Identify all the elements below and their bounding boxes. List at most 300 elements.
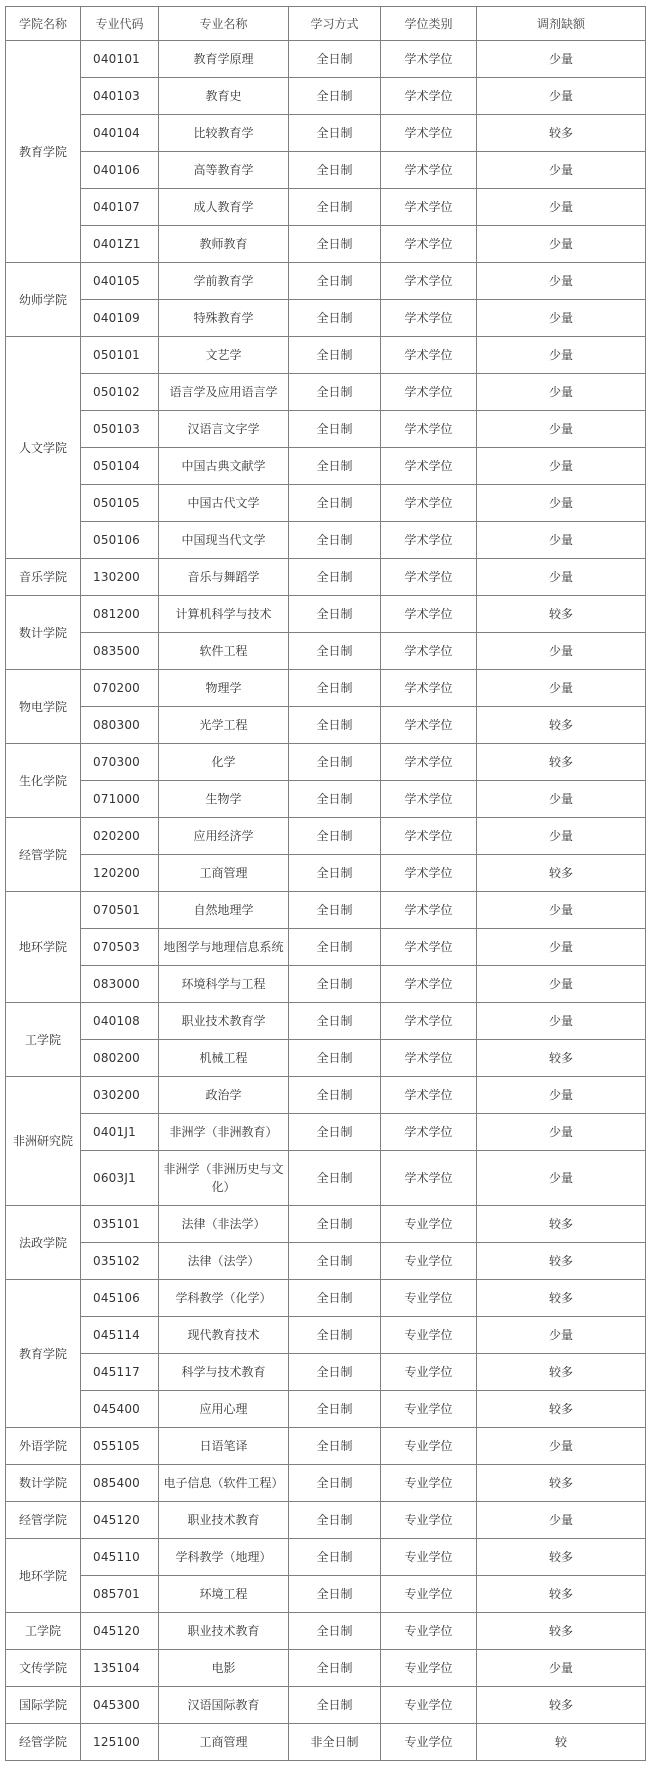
major-name-cell: 汉语言文字学 (159, 411, 289, 448)
major-name-cell: 教师教育 (159, 226, 289, 263)
major-code-cell: 045117 (81, 1354, 159, 1391)
college-name-cell: 外语学院 (6, 1428, 81, 1465)
major-code-cell: 045110 (81, 1539, 159, 1576)
table-row (6, 189, 646, 226)
study-mode-cell: 全日制 (289, 1576, 381, 1613)
vacancy-cell: 少量 (477, 781, 646, 818)
degree-type-cell: 专业学位 (381, 1687, 477, 1724)
major-code-cell: 045120 (81, 1613, 159, 1650)
vacancy-cell: 少量 (477, 1317, 646, 1354)
degree-type-cell: 学术学位 (381, 596, 477, 633)
major-name-cell: 教育学原理 (159, 41, 289, 78)
major-name-cell: 法律（法学） (159, 1243, 289, 1280)
major-name-cell: 化学 (159, 744, 289, 781)
major-name-cell: 应用心理 (159, 1391, 289, 1428)
vacancy-cell: 少量 (477, 374, 646, 411)
header-college: 学院名称 (6, 7, 81, 41)
table-row (6, 966, 646, 1003)
major-name-cell: 软件工程 (159, 633, 289, 670)
major-code-cell: 045400 (81, 1391, 159, 1428)
major-name-cell: 法律（非法学） (159, 1206, 289, 1243)
major-name-cell: 学前教育学 (159, 263, 289, 300)
major-code-cell: 0401Z1 (81, 226, 159, 263)
table-row (6, 1151, 646, 1206)
degree-type-cell: 学术学位 (381, 1151, 477, 1206)
study-mode-cell: 全日制 (289, 1465, 381, 1502)
major-name-cell: 学科教学（地理） (159, 1539, 289, 1576)
table-row (6, 411, 646, 448)
major-name-cell: 中国现当代文学 (159, 522, 289, 559)
vacancy-cell: 较多 (477, 1243, 646, 1280)
degree-type-cell: 学术学位 (381, 41, 477, 78)
vacancy-cell: 少量 (477, 189, 646, 226)
study-mode-cell: 全日制 (289, 818, 381, 855)
vacancy-cell: 较 (477, 1724, 646, 1761)
major-name-cell: 科学与技术教育 (159, 1354, 289, 1391)
vacancy-cell: 少量 (477, 559, 646, 596)
vacancy-cell: 较多 (477, 1576, 646, 1613)
major-code-cell: 045120 (81, 1502, 159, 1539)
major-name-cell: 现代教育技术 (159, 1317, 289, 1354)
study-mode-cell: 全日制 (289, 781, 381, 818)
major-name-cell: 特殊教育学 (159, 300, 289, 337)
vacancy-cell: 少量 (477, 263, 646, 300)
study-mode-cell: 全日制 (289, 263, 381, 300)
header-degree-type: 学位类别 (381, 7, 477, 41)
study-mode-cell: 全日制 (289, 374, 381, 411)
major-name-cell: 生物学 (159, 781, 289, 818)
degree-type-cell: 专业学位 (381, 1317, 477, 1354)
table-row (6, 226, 646, 263)
header-major: 专业名称 (159, 7, 289, 41)
major-name-cell: 成人教育学 (159, 189, 289, 226)
vacancy-cell: 少量 (477, 633, 646, 670)
vacancy-cell: 少量 (477, 78, 646, 115)
table-row (6, 152, 646, 189)
study-mode-cell: 全日制 (289, 78, 381, 115)
degree-type-cell: 学术学位 (381, 966, 477, 1003)
vacancy-cell: 少量 (477, 670, 646, 707)
vacancy-cell: 较多 (477, 1687, 646, 1724)
study-mode-cell: 全日制 (289, 1650, 381, 1687)
major-code-cell: 040109 (81, 300, 159, 337)
major-code-cell: 070200 (81, 670, 159, 707)
study-mode-cell: 全日制 (289, 152, 381, 189)
degree-type-cell: 学术学位 (381, 1077, 477, 1114)
degree-type-cell: 学术学位 (381, 226, 477, 263)
major-name-cell: 中国古代文学 (159, 485, 289, 522)
major-name-cell: 计算机科学与技术 (159, 596, 289, 633)
vacancy-cell: 较多 (477, 1465, 646, 1502)
header-vacancy: 调剂缺额 (477, 7, 646, 41)
table-row (6, 596, 646, 633)
vacancy-cell: 少量 (477, 892, 646, 929)
study-mode-cell: 全日制 (289, 1317, 381, 1354)
major-code-cell: 120200 (81, 855, 159, 892)
vacancy-cell: 较多 (477, 1391, 646, 1428)
degree-type-cell: 专业学位 (381, 1613, 477, 1650)
table-row (6, 374, 646, 411)
major-code-cell: 040101 (81, 41, 159, 78)
major-code-cell: 035101 (81, 1206, 159, 1243)
vacancy-cell: 少量 (477, 522, 646, 559)
table-row (6, 78, 646, 115)
vacancy-cell: 较多 (477, 115, 646, 152)
degree-type-cell: 专业学位 (381, 1539, 477, 1576)
major-name-cell: 物理学 (159, 670, 289, 707)
major-code-cell: 085701 (81, 1576, 159, 1613)
major-code-cell: 040106 (81, 152, 159, 189)
vacancy-cell: 少量 (477, 337, 646, 374)
degree-type-cell: 学术学位 (381, 1003, 477, 1040)
major-code-cell: 045114 (81, 1317, 159, 1354)
degree-type-cell: 专业学位 (381, 1724, 477, 1761)
study-mode-cell: 全日制 (289, 1003, 381, 1040)
vacancy-cell: 少量 (477, 1114, 646, 1151)
major-name-cell: 自然地理学 (159, 892, 289, 929)
major-code-cell: 040103 (81, 78, 159, 115)
study-mode-cell: 全日制 (289, 1428, 381, 1465)
degree-type-cell: 学术学位 (381, 892, 477, 929)
major-name-cell: 环境科学与工程 (159, 966, 289, 1003)
vacancy-cell: 较多 (477, 855, 646, 892)
vacancy-cell: 较多 (477, 1354, 646, 1391)
study-mode-cell: 全日制 (289, 485, 381, 522)
study-mode-cell: 全日制 (289, 115, 381, 152)
header-study-mode: 学习方式 (289, 7, 381, 41)
vacancy-cell: 少量 (477, 448, 646, 485)
table-row (6, 1576, 646, 1613)
vacancy-cell: 较多 (477, 1539, 646, 1576)
major-code-cell: 040105 (81, 263, 159, 300)
major-code-cell: 040108 (81, 1003, 159, 1040)
degree-type-cell: 学术学位 (381, 78, 477, 115)
major-code-cell: 080300 (81, 707, 159, 744)
major-name-cell: 教育史 (159, 78, 289, 115)
degree-type-cell: 学术学位 (381, 1040, 477, 1077)
degree-type-cell: 学术学位 (381, 189, 477, 226)
table-row (6, 300, 646, 337)
degree-type-cell: 专业学位 (381, 1243, 477, 1280)
degree-type-cell: 专业学位 (381, 1206, 477, 1243)
major-code-cell: 081200 (81, 596, 159, 633)
study-mode-cell: 全日制 (289, 596, 381, 633)
major-name-cell: 电影 (159, 1650, 289, 1687)
degree-type-cell: 学术学位 (381, 818, 477, 855)
table-row (6, 781, 646, 818)
major-name-cell: 学科教学（化学） (159, 1280, 289, 1317)
degree-type-cell: 专业学位 (381, 1391, 477, 1428)
degree-type-cell: 学术学位 (381, 522, 477, 559)
study-mode-cell: 全日制 (289, 1280, 381, 1317)
major-code-cell: 085400 (81, 1465, 159, 1502)
study-mode-cell: 全日制 (289, 966, 381, 1003)
study-mode-cell: 全日制 (289, 189, 381, 226)
college-name-cell: 工学院 (6, 1003, 81, 1077)
college-name-cell: 地环学院 (6, 892, 81, 1003)
vacancy-cell: 少量 (477, 818, 646, 855)
vacancy-cell: 少量 (477, 1650, 646, 1687)
vacancy-cell: 少量 (477, 966, 646, 1003)
table-row (6, 1391, 646, 1428)
major-name-cell: 工商管理 (159, 855, 289, 892)
college-name-cell: 法政学院 (6, 1206, 81, 1280)
major-name-cell: 中国古典文献学 (159, 448, 289, 485)
vacancy-cell: 少量 (477, 152, 646, 189)
table-row (6, 1428, 646, 1465)
major-code-cell: 055105 (81, 1428, 159, 1465)
major-code-cell: 083500 (81, 633, 159, 670)
major-code-cell: 050105 (81, 485, 159, 522)
major-code-cell: 040107 (81, 189, 159, 226)
major-name-cell: 电子信息（软件工程） (159, 1465, 289, 1502)
college-name-cell: 物电学院 (6, 670, 81, 744)
major-code-cell: 0603J1 (81, 1151, 159, 1206)
degree-type-cell: 学术学位 (381, 115, 477, 152)
degree-type-cell: 学术学位 (381, 781, 477, 818)
degree-type-cell: 学术学位 (381, 744, 477, 781)
study-mode-cell: 全日制 (289, 1613, 381, 1650)
college-name-cell: 国际学院 (6, 1687, 81, 1724)
study-mode-cell: 全日制 (289, 1354, 381, 1391)
header-row (6, 7, 646, 41)
degree-type-cell: 学术学位 (381, 670, 477, 707)
table-row (6, 1539, 646, 1576)
table-row (6, 707, 646, 744)
degree-type-cell: 专业学位 (381, 1280, 477, 1317)
college-name-cell: 数计学院 (6, 1465, 81, 1502)
study-mode-cell: 全日制 (289, 1114, 381, 1151)
table-row (6, 1243, 646, 1280)
vacancy-cell: 较多 (477, 596, 646, 633)
table-row (6, 1465, 646, 1502)
major-code-cell: 125100 (81, 1724, 159, 1761)
table-row (6, 1317, 646, 1354)
major-name-cell: 非洲学（非洲教育） (159, 1114, 289, 1151)
study-mode-cell: 非全日制 (289, 1724, 381, 1761)
major-name-cell: 工商管理 (159, 1724, 289, 1761)
degree-type-cell: 学术学位 (381, 411, 477, 448)
study-mode-cell: 全日制 (289, 1687, 381, 1724)
table-row (6, 1687, 646, 1724)
degree-type-cell: 学术学位 (381, 929, 477, 966)
study-mode-cell: 全日制 (289, 707, 381, 744)
vacancy-cell: 少量 (477, 485, 646, 522)
table-row (6, 1354, 646, 1391)
vacancy-cell: 少量 (477, 1151, 646, 1206)
study-mode-cell: 全日制 (289, 300, 381, 337)
table-row (6, 1502, 646, 1539)
study-mode-cell: 全日制 (289, 448, 381, 485)
vacancy-cell: 少量 (477, 1077, 646, 1114)
college-name-cell: 非洲研究院 (6, 1077, 81, 1206)
table-row (6, 41, 646, 78)
table-row (6, 115, 646, 152)
college-name-cell: 幼师学院 (6, 263, 81, 337)
table-row (6, 892, 646, 929)
college-name-cell: 经管学院 (6, 818, 81, 892)
study-mode-cell: 全日制 (289, 1151, 381, 1206)
vacancy-cell: 少量 (477, 41, 646, 78)
study-mode-cell: 全日制 (289, 1391, 381, 1428)
degree-type-cell: 学术学位 (381, 374, 477, 411)
table-row (6, 485, 646, 522)
major-code-cell: 050102 (81, 374, 159, 411)
degree-type-cell: 学术学位 (381, 485, 477, 522)
degree-type-cell: 学术学位 (381, 300, 477, 337)
major-code-cell: 050101 (81, 337, 159, 374)
vacancy-cell: 较多 (477, 1206, 646, 1243)
major-code-cell: 050104 (81, 448, 159, 485)
study-mode-cell: 全日制 (289, 226, 381, 263)
adjustment-table (5, 6, 646, 1761)
degree-type-cell: 学术学位 (381, 633, 477, 670)
major-name-cell: 日语笔译 (159, 1428, 289, 1465)
table-row (6, 744, 646, 781)
major-name-cell: 音乐与舞蹈学 (159, 559, 289, 596)
study-mode-cell: 全日制 (289, 1206, 381, 1243)
vacancy-cell: 少量 (477, 929, 646, 966)
major-name-cell: 比较教育学 (159, 115, 289, 152)
major-name-cell: 职业技术教育 (159, 1613, 289, 1650)
vacancy-cell: 较多 (477, 744, 646, 781)
college-name-cell: 音乐学院 (6, 559, 81, 596)
college-name-cell: 经管学院 (6, 1502, 81, 1539)
major-name-cell: 环境工程 (159, 1576, 289, 1613)
study-mode-cell: 全日制 (289, 1077, 381, 1114)
degree-type-cell: 学术学位 (381, 263, 477, 300)
table-row (6, 1114, 646, 1151)
major-code-cell: 045106 (81, 1280, 159, 1317)
study-mode-cell: 全日制 (289, 1502, 381, 1539)
major-code-cell: 135104 (81, 1650, 159, 1687)
degree-type-cell: 学术学位 (381, 152, 477, 189)
degree-type-cell: 专业学位 (381, 1428, 477, 1465)
major-code-cell: 040104 (81, 115, 159, 152)
college-name-cell: 地环学院 (6, 1539, 81, 1613)
major-name-cell: 政治学 (159, 1077, 289, 1114)
degree-type-cell: 专业学位 (381, 1354, 477, 1391)
vacancy-cell: 少量 (477, 1502, 646, 1539)
table-row (6, 559, 646, 596)
study-mode-cell: 全日制 (289, 633, 381, 670)
major-code-cell: 045300 (81, 1687, 159, 1724)
vacancy-cell: 少量 (477, 411, 646, 448)
college-name-cell: 经管学院 (6, 1724, 81, 1761)
degree-type-cell: 专业学位 (381, 1576, 477, 1613)
header-code: 专业代码 (81, 7, 159, 41)
college-name-cell: 生化学院 (6, 744, 81, 818)
vacancy-cell: 少量 (477, 226, 646, 263)
table-row (6, 263, 646, 300)
table-row (6, 1613, 646, 1650)
major-code-cell: 070503 (81, 929, 159, 966)
major-code-cell: 035102 (81, 1243, 159, 1280)
table-row (6, 522, 646, 559)
major-name-cell: 应用经济学 (159, 818, 289, 855)
study-mode-cell: 全日制 (289, 337, 381, 374)
study-mode-cell: 全日制 (289, 744, 381, 781)
study-mode-cell: 全日制 (289, 929, 381, 966)
vacancy-cell: 较多 (477, 1613, 646, 1650)
major-code-cell: 050103 (81, 411, 159, 448)
study-mode-cell: 全日制 (289, 559, 381, 596)
major-name-cell: 光学工程 (159, 707, 289, 744)
college-name-cell: 教育学院 (6, 1280, 81, 1428)
degree-type-cell: 专业学位 (381, 1650, 477, 1687)
degree-type-cell: 专业学位 (381, 1465, 477, 1502)
table-row (6, 633, 646, 670)
table-row (6, 1040, 646, 1077)
college-name-cell: 人文学院 (6, 337, 81, 559)
degree-type-cell: 学术学位 (381, 448, 477, 485)
table-row (6, 1650, 646, 1687)
major-name-cell: 汉语国际教育 (159, 1687, 289, 1724)
table-row (6, 1077, 646, 1114)
major-code-cell: 030200 (81, 1077, 159, 1114)
study-mode-cell: 全日制 (289, 1040, 381, 1077)
major-name-cell: 地图学与地理信息系统 (159, 929, 289, 966)
vacancy-cell: 较多 (477, 1040, 646, 1077)
major-name-cell: 非洲学（非洲历史与文化） (159, 1151, 289, 1206)
table-row (6, 448, 646, 485)
table-row (6, 855, 646, 892)
major-code-cell: 0401J1 (81, 1114, 159, 1151)
major-code-cell: 080200 (81, 1040, 159, 1077)
table-row (6, 929, 646, 966)
major-name-cell: 语言学及应用语言学 (159, 374, 289, 411)
table-row (6, 1003, 646, 1040)
major-code-cell: 070501 (81, 892, 159, 929)
vacancy-cell: 较多 (477, 1280, 646, 1317)
major-name-cell: 高等教育学 (159, 152, 289, 189)
study-mode-cell: 全日制 (289, 41, 381, 78)
study-mode-cell: 全日制 (289, 522, 381, 559)
degree-type-cell: 专业学位 (381, 1502, 477, 1539)
major-code-cell: 083000 (81, 966, 159, 1003)
study-mode-cell: 全日制 (289, 1243, 381, 1280)
table-row (6, 1206, 646, 1243)
college-name-cell: 文传学院 (6, 1650, 81, 1687)
table-row (6, 337, 646, 374)
degree-type-cell: 学术学位 (381, 855, 477, 892)
study-mode-cell: 全日制 (289, 892, 381, 929)
degree-type-cell: 学术学位 (381, 559, 477, 596)
table-row (6, 818, 646, 855)
major-code-cell: 071000 (81, 781, 159, 818)
major-name-cell: 职业技术教育 (159, 1502, 289, 1539)
degree-type-cell: 学术学位 (381, 1114, 477, 1151)
college-name-cell: 工学院 (6, 1613, 81, 1650)
major-code-cell: 070300 (81, 744, 159, 781)
study-mode-cell: 全日制 (289, 855, 381, 892)
major-name-cell: 职业技术教育学 (159, 1003, 289, 1040)
vacancy-cell: 较多 (477, 707, 646, 744)
degree-type-cell: 学术学位 (381, 707, 477, 744)
major-code-cell: 050106 (81, 522, 159, 559)
college-name-cell: 教育学院 (6, 41, 81, 263)
table-row (6, 670, 646, 707)
table-row (6, 1724, 646, 1761)
study-mode-cell: 全日制 (289, 670, 381, 707)
study-mode-cell: 全日制 (289, 1539, 381, 1576)
major-name-cell: 机械工程 (159, 1040, 289, 1077)
vacancy-cell: 少量 (477, 1003, 646, 1040)
degree-type-cell: 学术学位 (381, 337, 477, 374)
major-code-cell: 020200 (81, 818, 159, 855)
major-code-cell: 130200 (81, 559, 159, 596)
vacancy-cell: 少量 (477, 300, 646, 337)
